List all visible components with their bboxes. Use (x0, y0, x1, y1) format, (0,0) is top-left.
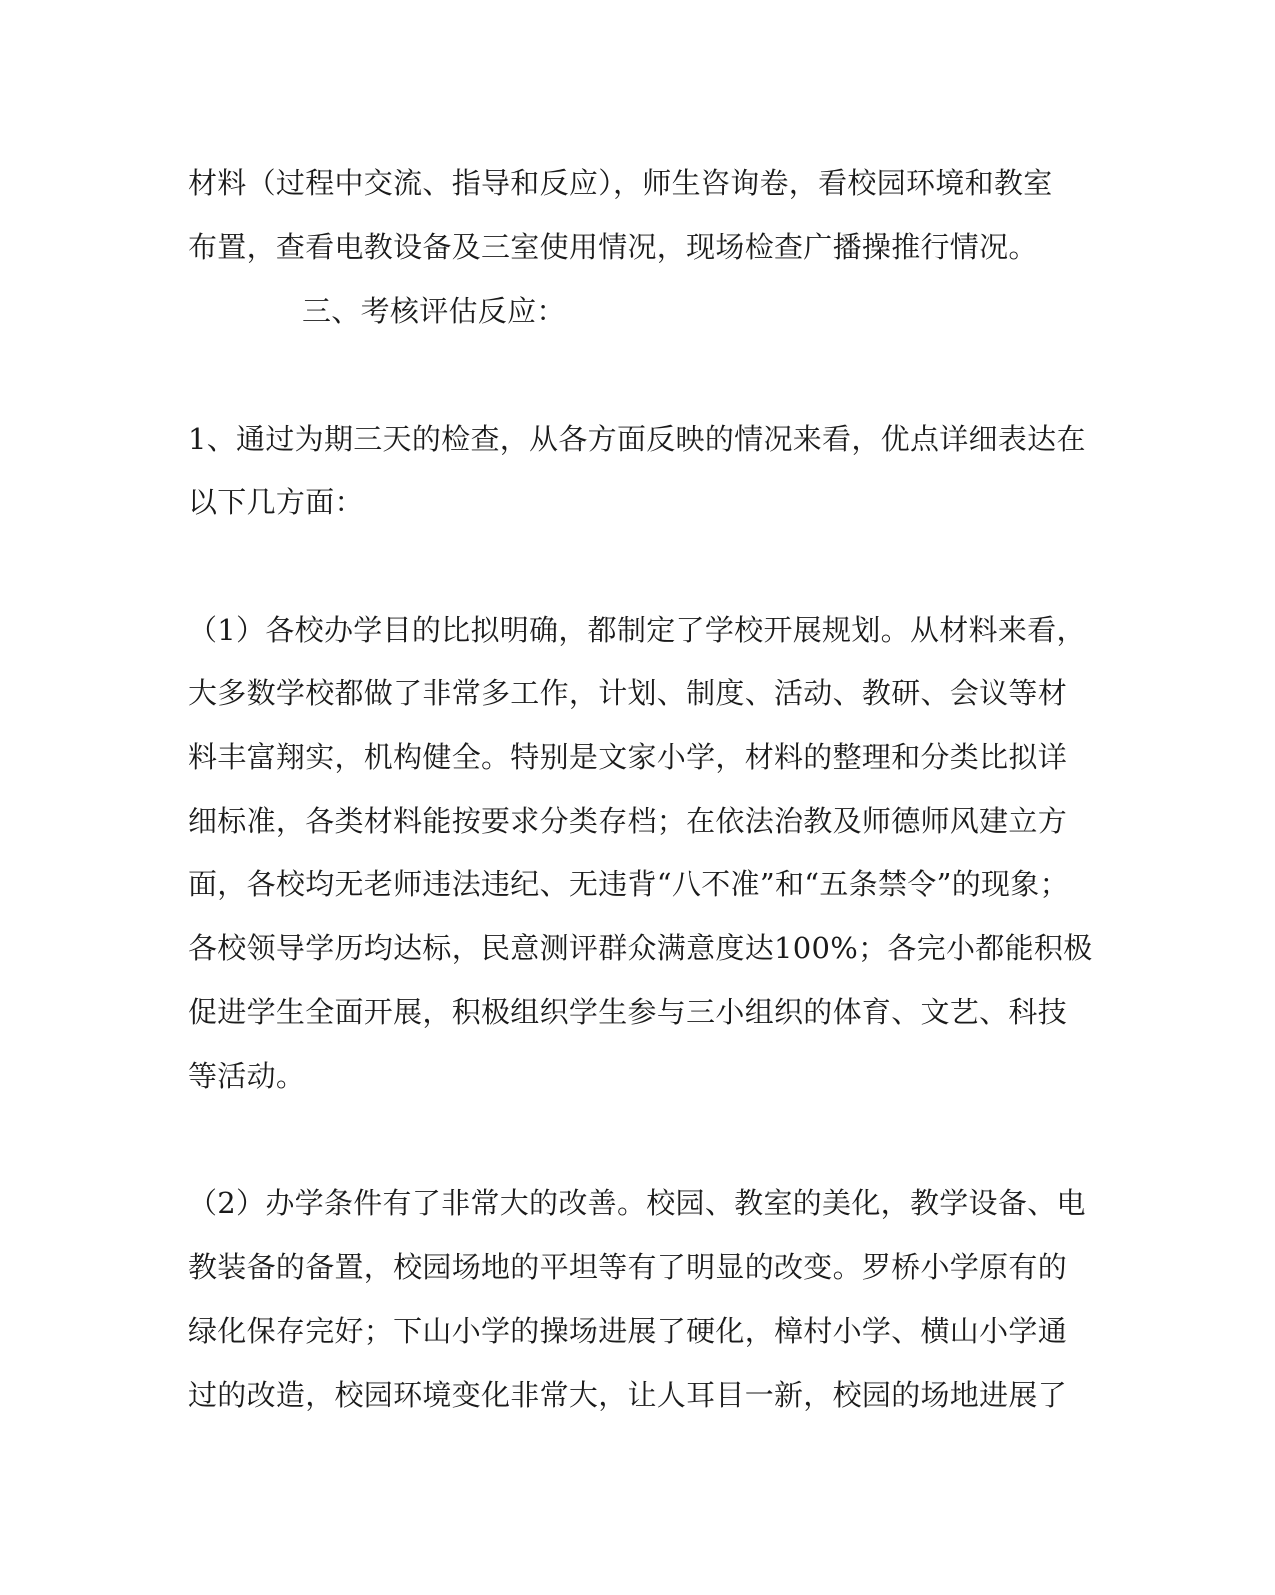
text-line-1: 材料（过程中交流、指导和反应），师生咨询卷，看校园环境和教室 (188, 166, 1053, 200)
text-line-8: 料丰富翔实，机构健全。特别是文家小学，材料的整理和分类比拟详 (188, 740, 1068, 774)
text-line-9: 细标准，各类材料能按要求分类存档；在依法治教及师德师风建立方 (188, 804, 1068, 838)
text-line-11: 各校领导学历均达标，民意测评群众满意度达100%；各完小都能积极 (188, 931, 1093, 965)
text-line-7: 大多数学校都做了非常多工作，计划、制度、活动、教研、会议等材 (188, 676, 1068, 710)
text-line-6: （1）各校办学目的比拟明确，都制定了学校开展规划。从材料来看， (188, 613, 1086, 647)
text-line-4: 1、通过为期三天的检查，从各方面反映的情况来看，优点详细表达在 (188, 422, 1086, 456)
text-line-10: 面，各校均无老师违法违纪、无违背“八不准”和“五条禁令”的现象； (188, 867, 1069, 901)
text-line-5: 以下几方面： (188, 485, 364, 519)
text-line-13: 等活动。 (188, 1059, 306, 1093)
text-line-17: 过的改造，校园环境变化非常大，让人耳目一新，校园的场地进展了 (188, 1378, 1068, 1412)
section-heading: 三、考核评估反应： (302, 294, 566, 328)
text-line-12: 促进学生全面开展，积极组织学生参与三小组织的体育、文艺、科技 (188, 995, 1068, 1029)
text-line-16: 绿化保存完好；下山小学的操场进展了硬化，樟村小学、横山小学通 (188, 1314, 1068, 1348)
text-line-15: 教装备的备置，校园场地的平坦等有了明显的改变。罗桥小学原有的 (188, 1250, 1068, 1284)
text-line-14: （2）办学条件有了非常大的改善。校园、教室的美化，教学设备、电 (188, 1186, 1086, 1220)
text-line-2: 布置，查看电教设备及三室使用情况，现场检查广播操推行情况。 (188, 230, 1038, 264)
